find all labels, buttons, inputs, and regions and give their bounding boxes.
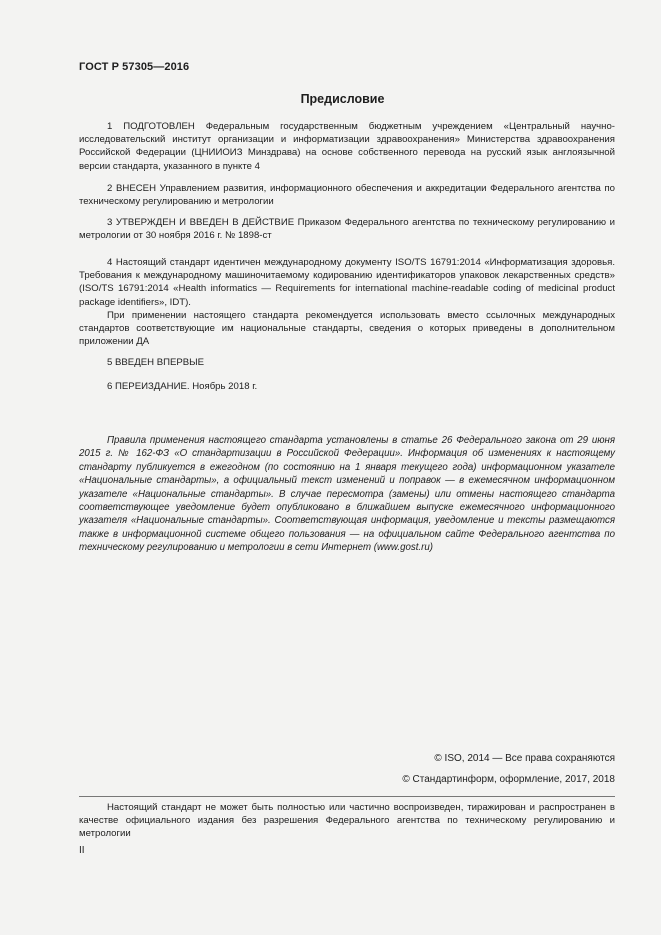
foreword-section-6	[79, 380, 615, 393]
foreword-section-2	[79, 182, 615, 208]
foreword-section-1	[79, 120, 615, 173]
reproduction-notice	[79, 801, 615, 841]
standard-code: ГОСТ Р 57305—2016	[79, 61, 190, 73]
copyright-iso: © ISO, 2014 — Все права сохраняются	[434, 753, 615, 764]
section-1-text: 1 ПОДГОТОВЛЕН Федеральным государственным бюджетным учреждением «Центральный научно-исследовательский институт организации и информатизации здравоохранения» Министерства здравоохранения Российской Федерации (ЦНИИОИЗ Минздрава) на основе собственного перевода на русский язык англоязычной версии стандарта, указанного в пункте 4	[79, 121, 615, 172]
divider	[79, 796, 615, 797]
section-4-note: При применении настоящего стандарта рекомендуется использовать вместо ссылочных международных стандартов соответствующие им национальные стандарты, сведения о которых приведены в дополнительном приложении ДА	[79, 309, 615, 348]
rules-notice-text: Правила применения настоящего стандарта установлены в статье 26 Федерального закона от 29 июня 2015 г. № 162-ФЗ «О стандартизации в Российской Федерации». Информация об изменениях к настоящему стандарту публикуется в ежегодном (по состоянию на 1 января текущего года) информационном указателе «Национальные стандарты», а официальный текст изменений и поправок — в ежемесячном информационном указателе «Национальные стандарты». В случае пересмотра (замены) или отмены настоящего стандарта соответствующее уведомление будет опубликовано в ближайшем выпуске ежемесячного информационного указателя «Национальные стандарты». Соответствующая информация, уведомление и тексты размещаются также в информационной системе общего пользования — на официальном сайте Федерального агентства по техническому регулированию и метрологии в сети Интернет (www.gost.ru)	[79, 435, 615, 554]
foreword-section-4	[79, 256, 615, 348]
page-number: II	[79, 845, 85, 856]
section-5-text: 5 ВВЕДЕН ВПЕРВЫЕ	[107, 357, 205, 368]
page-title: Предисловие	[300, 92, 385, 106]
section-6-text: 6 ПЕРЕИЗДАНИЕ. Ноябрь 2018 г.	[107, 381, 258, 392]
foreword-section-3	[79, 216, 615, 242]
section-2-text: 2 ВНЕСЕН Управлением развития, информационного обеспечения и аккредитации Федерального агентства по техническому регулированию и метрологии	[79, 183, 615, 208]
rules-notice	[79, 434, 615, 555]
copyright-standartinform: © Стандартинформ, оформление, 2017, 2018	[402, 774, 615, 785]
section-3-text: 3 УТВЕРЖДЕН И ВВЕДЕН В ДЕЙСТВИЕ Приказом Федерального агентства по техническому регулированию и метрологии от 30 ноября 2016 г. № 1898-ст	[79, 217, 615, 242]
foreword-section-5	[79, 356, 615, 369]
reproduction-notice-text: Настоящий стандарт не может быть полностью или частично воспроизведен, тиражирован и распространен в качестве официального издания без разрешения Федерального агентства по техническому регулированию и метрологии	[79, 802, 615, 840]
section-4-text: 4 Настоящий стандарт идентичен международному документу ISO/TS 16791:2014 «Информатизация здоровья. Требования к международному машиночитаемому кодированию идентификаторов упаковок лекарственных средств» (ISO/TS 16791:2014 «Health informatics — Requirements for international machine-readable coding of medicinal product package identifiers», IDT).	[79, 257, 615, 308]
